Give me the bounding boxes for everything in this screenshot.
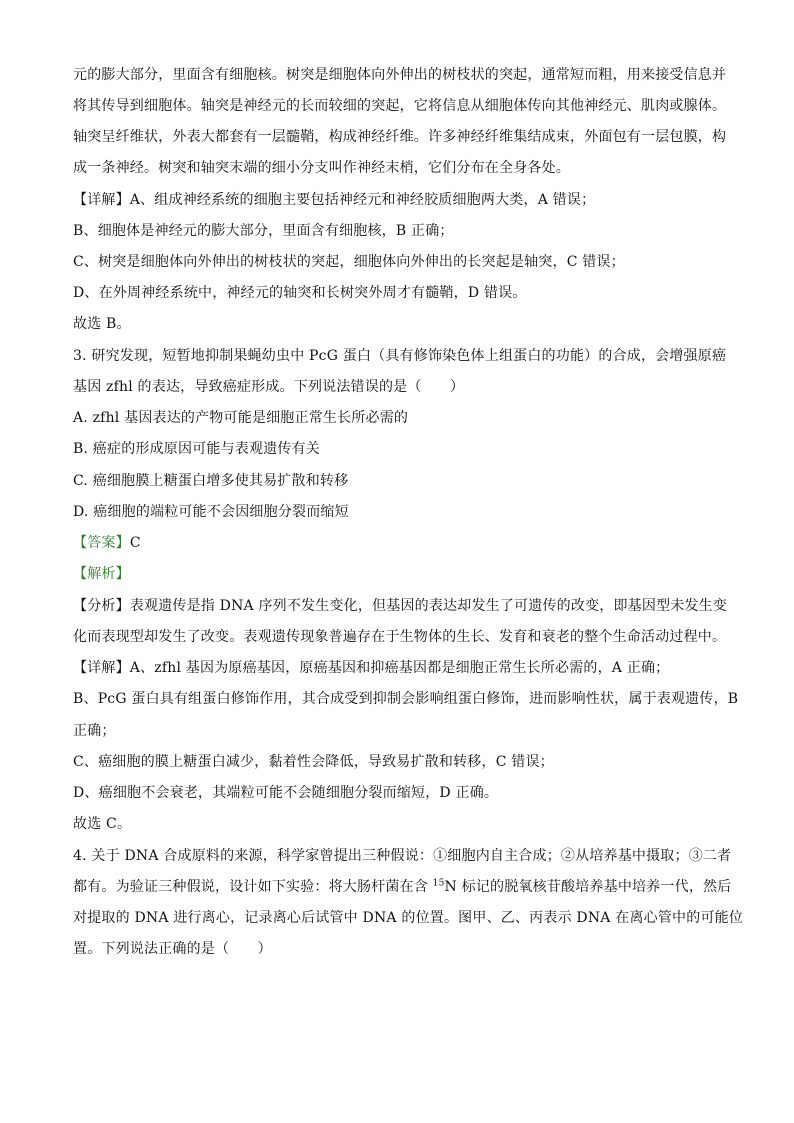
explanation-line: 成一条神经。树突和轴突末端的细小分支叫作神经末梢，它们分布在全身各处。 [73,160,570,176]
q4-stem-line [73,877,733,897]
q3-conclusion: 故选 C。 [73,816,132,832]
q3-detail-line: D、癌细胞不会衰老，其端粒可能不会随细胞分裂而缩短，D 正确。 [73,785,499,801]
q4-stem-line: 4. 关于 DNA 合成原料的来源，科学家曾提出三种假说：①细胞内自主合成；②从培养基中摄取；③二者 [73,848,732,864]
q3-detail-line: 正确； [73,723,116,739]
q4-text: N 标记的脱氧核苷酸培养基中培养一代，然后 [444,879,732,895]
q3-detail-line: 【详解】A、zfhl 基因为原癌基因，原癌基因和抑癌基因都是细胞正常生长所必需的，A 正确； [73,660,670,676]
q4-text: 都有。为验证三种假说，设计如下实验：将大肠杆菌在含 [73,879,433,895]
q2-detail-line: D、在外周神经系统中，神经元的轴突和长树突外周才有髓鞘，D 错误。 [73,285,527,301]
q3-answer-line [73,533,733,553]
q3-detail-line: B、PcG 蛋白具有组蛋白修饰作用，其合成受到抑制会影响组蛋白修饰，进而影响性状，属于表观遗传，B [73,691,739,707]
explanation-line: 将其传导到细胞体。轴突是神经元的长而较细的突起，它将信息从细胞体传向其他神经元、肌肉或腺体。 [73,98,727,114]
analysis-tag: 【解析】 [73,566,130,582]
explanation-line: 轴突呈纤维状，外表大都套有一层髓鞘，构成神经纤维。许多神经纤维集结成束，外面包有一层包膜，构 [73,129,727,145]
isotope-superscript: 15 [432,878,445,889]
q4-stem-line: 对提取的 DNA 进行离心，记录离心后试管中 DNA 的位置。图甲、乙、丙表示 DNA 在离心管中的可能位 [73,910,744,926]
q3-fenxi-line: 化而表现型却发生了改变。表观遗传现象普遍存在于生物体的生长、发育和衰老的整个生命活动过程中。 [73,629,727,645]
q2-detail-line: B、细胞体是神经元的膨大部分，里面含有细胞核，B 正确； [73,223,454,239]
q3-stem-line: 3. 研究发现，短暂地抑制果蝇幼虫中 PcG 蛋白（具有修饰染色体上组蛋白的功能）的合成，会增强原癌 [73,348,727,364]
q3-fenxi-line: 【分析】表观遗传是指 DNA 序列不发生变化，但基因的表达却发生了可遗传的改变，即基因型未发生变 [73,598,728,614]
q3-detail-line: C、癌细胞的膜上糖蛋白减少，黏着性会降低，导致易扩散和转移，C 错误； [73,754,554,770]
q3-option-c: C. 癌细胞膜上糖蛋白增多使其易扩散和转移 [73,473,349,489]
q3-option-a: A. zfhl 基因表达的产物可能是细胞正常生长所必需的 [73,410,409,426]
q3-option-b: B. 癌症的形成原因可能与表观遗传有关 [73,441,320,457]
q3-stem-line: 基因 zfhl 的表达，导致癌症形成。下列说法错误的是（ ） [73,379,465,395]
answer-tag: 【答案】 [73,535,130,551]
q2-detail-line: C、树突是细胞体向外伸出的树枝状的突起，细胞体向外伸出的长突起是轴突，C 错误； [73,254,625,270]
q2-conclusion: 故选 B。 [73,316,131,332]
answer-value: C [129,535,141,551]
q3-option-d: D. 癌细胞的端粒可能不会因细胞分裂而缩短 [73,504,349,520]
explanation-line: 元的膨大部分，里面含有细胞核。树突是细胞体向外伸出的树枝状的突起，通常短而粗，用来接受信息并 [73,67,727,83]
q4-stem-line: 置。下列说法正确的是（ ） [73,941,272,957]
q2-detail: 【详解】A、组成神经系统的细胞主要包括神经元和神经胶质细胞两大类，A 错误； [73,192,596,208]
q3-analysis-line [73,564,733,584]
